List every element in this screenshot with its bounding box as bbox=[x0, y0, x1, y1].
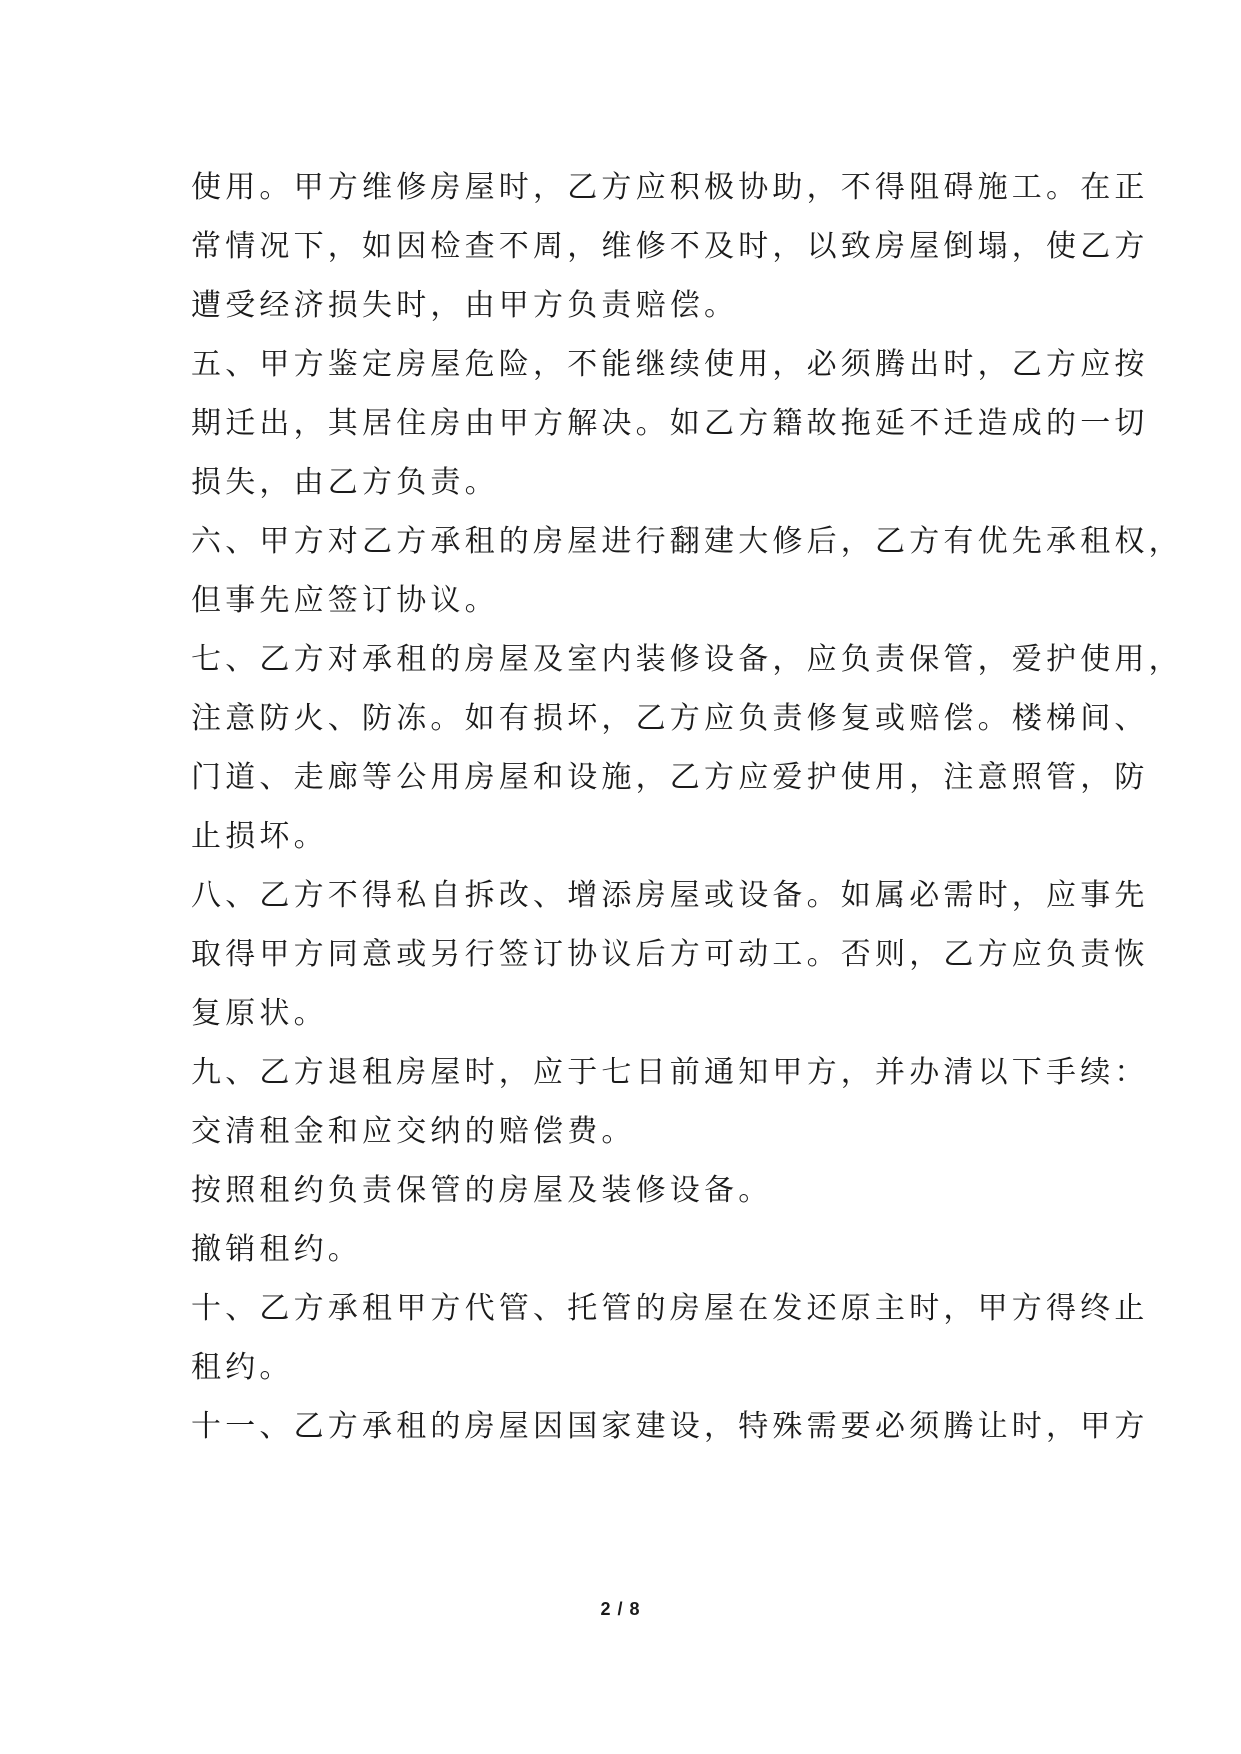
clause-9-item-1: 交清租金和应交纳的赔偿费。 bbox=[191, 1114, 636, 1149]
clause-9-item-3: 撤销租约。 bbox=[191, 1232, 362, 1267]
clause-6-line-1: 六、甲方对乙方承租的房屋进行翻建大修后，乙方有优先承租权， bbox=[191, 524, 1183, 559]
clause-5-line-1: 五、甲方鉴定房屋危险，不能继续使用，必须腾出时，乙方应按 bbox=[191, 347, 1149, 382]
clause-5-line-3: 损失，由乙方负责。 bbox=[191, 465, 499, 500]
clause-5-line-2: 期迁出，其居住房由甲方解决。如乙方籍故拖延不迁造成的一切 bbox=[191, 406, 1149, 441]
clause-9-item-2: 按照租约负责保管的房屋及装修设备。 bbox=[191, 1173, 773, 1208]
clause-8-line-2: 取得甲方同意或另行签订协议后方可动工。否则，乙方应负责恢 bbox=[191, 937, 1149, 972]
text-line-1: 使用。甲方维修房屋时，乙方应积极协助，不得阻碍施工。在正 bbox=[191, 170, 1149, 205]
clause-9-line-1: 九、乙方退租房屋时，应于七日前通知甲方，并办清以下手续： bbox=[191, 1055, 1149, 1090]
document-body bbox=[191, 158, 1183, 1456]
text-line-3: 遭受经济损失时，由甲方负责赔偿。 bbox=[191, 288, 739, 323]
clause-7-line-1: 七、乙方对承租的房屋及室内装修设备，应负责保管，爱护使用， bbox=[191, 642, 1183, 677]
clause-10-line-1: 十、乙方承租甲方代管、托管的房屋在发还原主时，甲方得终止 bbox=[191, 1291, 1149, 1326]
clause-8-line-1: 八、乙方不得私自拆改、增添房屋或设备。如属必需时，应事先 bbox=[191, 878, 1149, 913]
text-line-2: 常情况下，如因检查不周，维修不及时，以致房屋倒塌，使乙方 bbox=[191, 229, 1149, 264]
clause-8-line-3: 复原状。 bbox=[191, 996, 328, 1031]
page-number: 2 / 8 bbox=[600, 1599, 641, 1619]
clause-7-line-3: 门道、走廊等公用房屋和设施，乙方应爱护使用，注意照管，防 bbox=[191, 760, 1149, 795]
clause-7-line-4: 止损坏。 bbox=[191, 819, 328, 854]
clause-6-line-2: 但事先应签订协议。 bbox=[191, 583, 499, 618]
clause-11-line-1: 十一、乙方承租的房屋因国家建设，特殊需要必须腾让时，甲方 bbox=[191, 1409, 1149, 1444]
clause-10-line-2: 租约。 bbox=[191, 1350, 294, 1385]
clause-7-line-2: 注意防火、防冻。如有损坏，乙方应负责修复或赔偿。楼梯间、 bbox=[191, 701, 1149, 736]
